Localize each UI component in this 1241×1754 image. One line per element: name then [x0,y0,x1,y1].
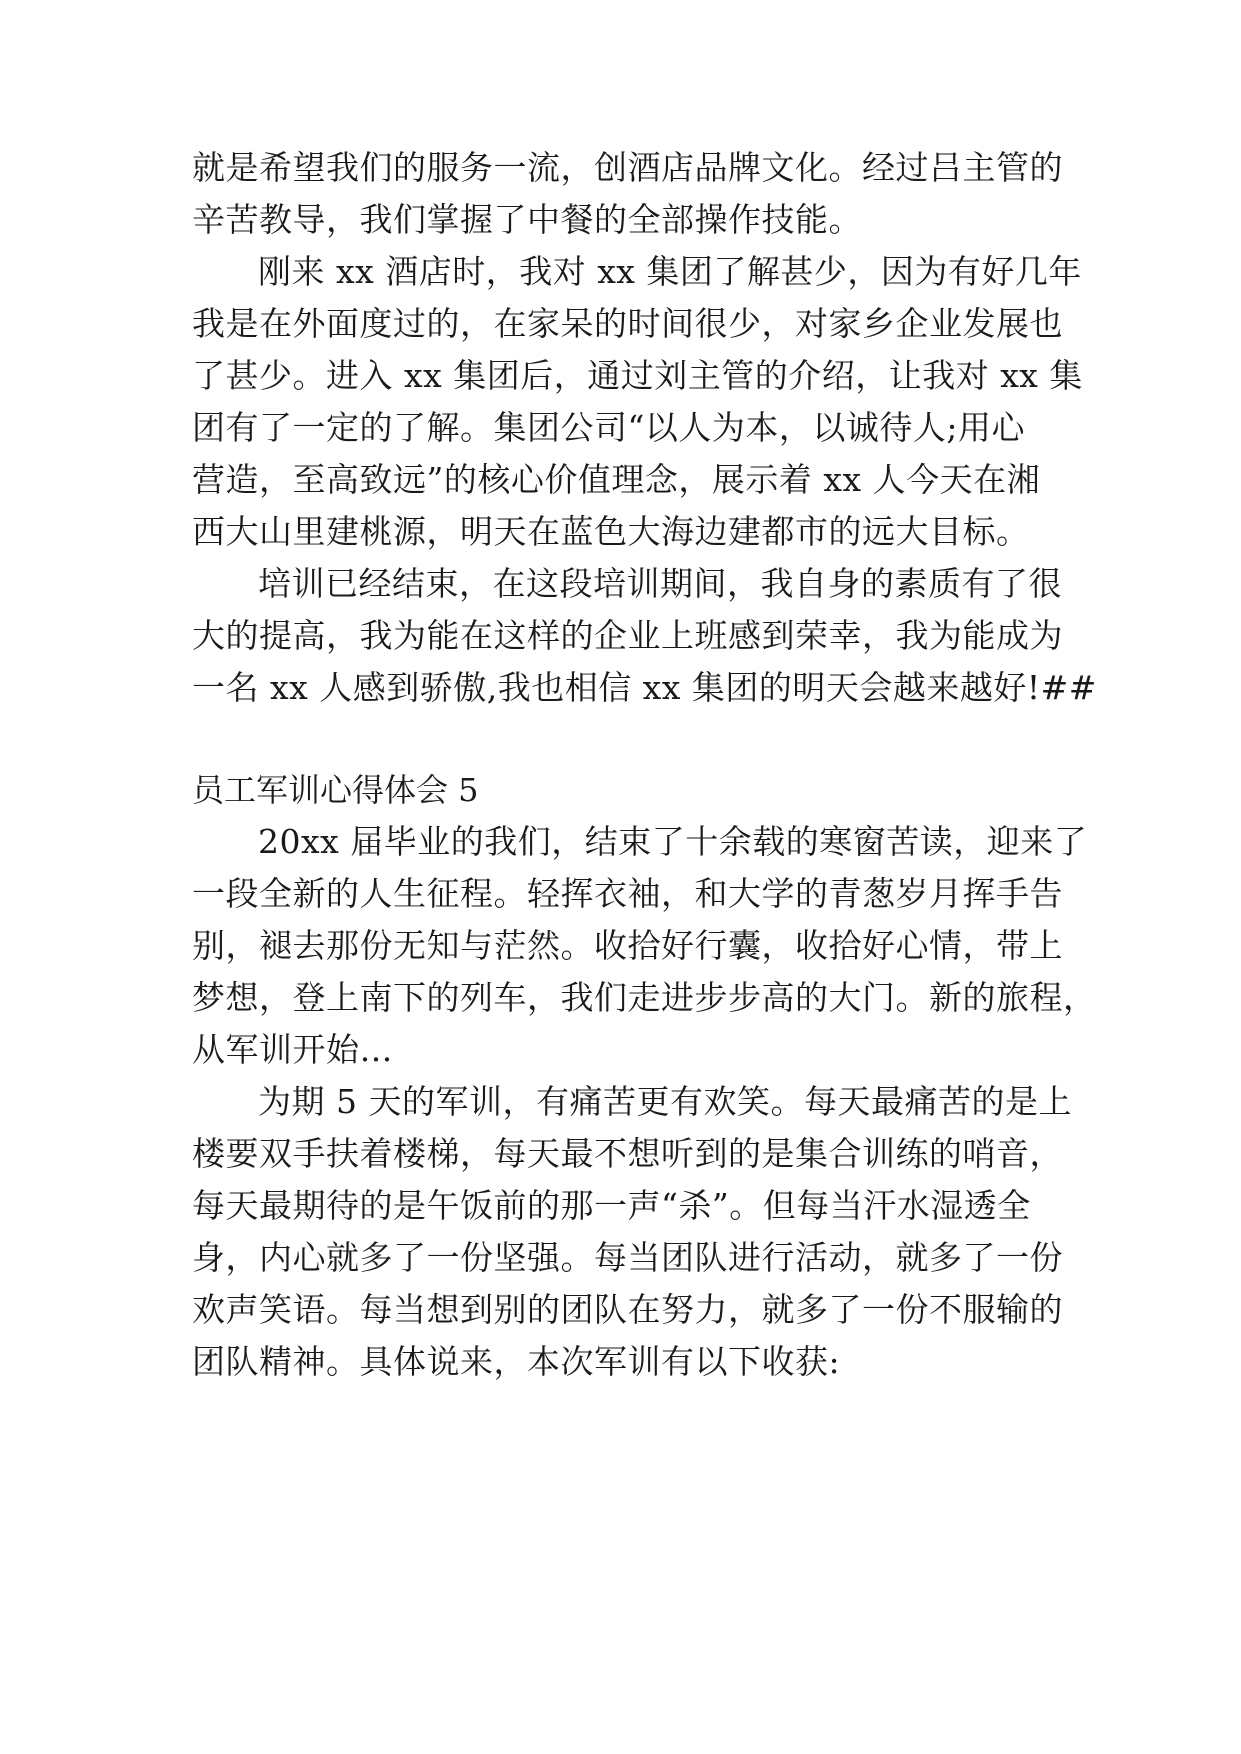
paragraph-line: 我是在外面度过的，在家呆的时间很少，对家乡企业发展也 [192,304,1063,343]
paragraph-line: 一段全新的人生征程。轻挥衣袖，和大学的青葱岁月挥手告 [192,874,1063,913]
paragraph-line: 楼要双手扶着楼梯，每天最不想听到的是集合训练的哨音， [192,1134,1063,1173]
paragraph-line: 20xx 届毕业的我们，结束了十余载的寒窗苦读，迎来了 [258,822,1088,861]
paragraph-line: 梦想，登上南下的列车，我们走进步步高的大门。新的旅程， [192,978,1097,1017]
section-heading: 员工军训心得体会 5 [192,771,479,809]
paragraph-line: 从军训开始… [192,1030,393,1069]
paragraph-line: 培训已经结束，在这段培训期间，我自身的素质有了很 [258,564,1062,603]
paragraph-line: 就是希望我们的服务一流，创酒店品牌文化。经过吕主管的 [192,148,1063,187]
paragraph-line: 辛苦教导，我们掌握了中餐的全部操作技能。 [192,200,862,239]
paragraph-line: 刚来 xx 酒店时，我对 xx 集团了解甚少，因为有好几年 [258,252,1082,291]
paragraph-line: 团队精神。具体说来，本次军训有以下收获: [192,1342,841,1381]
paragraph-line: 西大山里建桃源，明天在蓝色大海边建都市的远大目标。 [192,512,1030,551]
paragraph-line: 为期 5 天的军训，有痛苦更有欢笑。每天最痛苦的是上 [258,1082,1072,1121]
paragraph-line: 了甚少。进入 xx 集团后，通过刘主管的介绍，让我对 xx 集 [192,356,1083,395]
paragraph-line: 欢声笑语。每当想到别的团队在努力，就多了一份不服输的 [192,1290,1063,1329]
paragraph-line: 身，内心就多了一份坚强。每当团队进行活动，就多了一份 [192,1238,1063,1277]
paragraph-line: 营造，至高致远”的核心价值理念，展示着 xx 人今天在湘 [192,460,1041,499]
paragraph-line: 每天最期待的是午饭前的那一声“杀”。但每当汗水湿透全 [192,1186,1031,1225]
paragraph-line: 一名 xx 人感到骄傲,我也相信 xx 集团的明天会越来越好!## [192,668,1097,707]
paragraph-line: 别，褪去那份无知与茫然。收拾好行囊，收拾好心情，带上 [192,926,1063,965]
paragraph-line: 大的提高，我为能在这样的企业上班感到荣幸，我为能成为 [192,616,1063,655]
paragraph-line: 团有了一定的了解。集团公司“以人为本，以诚待人;用心 [192,408,1025,447]
